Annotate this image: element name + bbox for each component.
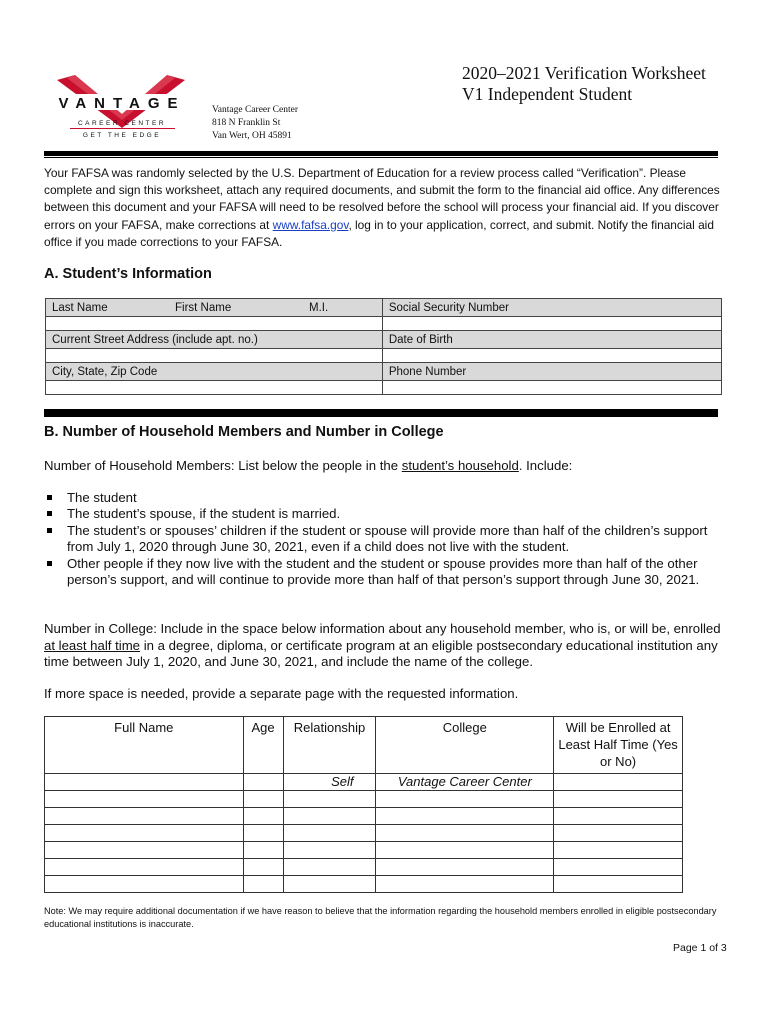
relationship-cell[interactable] xyxy=(283,825,376,842)
header-full-name: Full Name xyxy=(45,717,244,774)
intro-text-end: , log in to your application, correct, and submit. Notify the financial aid office if you made corrections to your FAFSA. xyxy=(44,217,714,249)
ssn-label: Social Security Number xyxy=(382,299,721,317)
more-space-note: If more space is needed, provide a separate page with the requested information. xyxy=(44,686,519,701)
address-field[interactable] xyxy=(46,349,383,363)
section-b-heading: B. Number of Household Members and Number in College xyxy=(44,424,444,440)
table-row xyxy=(45,808,683,825)
city-field[interactable] xyxy=(46,381,383,395)
address-line: Vantage Career Center xyxy=(212,105,298,115)
header-college: College xyxy=(376,717,554,774)
header-relationship: Relationship xyxy=(283,717,376,774)
list-item: The student xyxy=(44,490,734,506)
header-divider-thin xyxy=(44,157,718,158)
footnote: Note: We may require additional documentation if we have reason to believe that the information regarding the household members enrolled in eligible postsecondary educational institutions is inaccurate. xyxy=(44,906,717,929)
age-cell[interactable] xyxy=(243,876,283,893)
address-label: Current Street Address (include apt. no.) xyxy=(46,331,383,349)
name-cell[interactable] xyxy=(45,859,244,876)
first-name-label: First Name xyxy=(175,301,232,314)
name-cell[interactable] xyxy=(45,842,244,859)
college-cell[interactable] xyxy=(376,791,554,808)
vantage-logo xyxy=(55,70,190,140)
relationship-cell[interactable] xyxy=(283,842,376,859)
college-cell[interactable] xyxy=(376,808,554,825)
enrolled-cell[interactable] xyxy=(554,791,683,808)
enrolled-cell[interactable] xyxy=(554,825,683,842)
table-row xyxy=(45,825,683,842)
list-item: Other people if they now live with the student and the student or spouse provides more than half of the other person’s support, and will continue to provide more than half of that person’s support through June 30, 2021. xyxy=(44,556,734,589)
address-line: Van Wert, OH 45891 xyxy=(212,131,292,141)
household-members-table xyxy=(44,716,683,893)
relationship-cell[interactable] xyxy=(283,876,376,893)
household-intro xyxy=(44,458,572,473)
document-title xyxy=(462,63,706,105)
college-cell[interactable]: Vantage Career Center xyxy=(376,774,554,791)
logo-line1: CAREER CENTER xyxy=(77,120,167,127)
college-cell[interactable] xyxy=(376,876,554,893)
table-row xyxy=(45,842,683,859)
table-row xyxy=(45,791,683,808)
age-cell[interactable] xyxy=(243,791,283,808)
header-age: Age xyxy=(243,717,283,774)
name-cell[interactable] xyxy=(45,791,244,808)
mi-label: M.I. xyxy=(309,301,329,314)
name-field[interactable] xyxy=(46,317,383,331)
fafsa-link[interactable]: www.fafsa.gov xyxy=(272,217,349,232)
student-info-table xyxy=(45,298,722,395)
age-cell[interactable] xyxy=(243,808,283,825)
page-number: Page 1 of 3 xyxy=(673,942,727,954)
age-cell[interactable] xyxy=(243,774,283,791)
enrolled-cell[interactable] xyxy=(554,774,683,791)
table-row xyxy=(45,774,683,791)
name-cell[interactable] xyxy=(45,808,244,825)
address-line: 818 N Franklin St xyxy=(212,118,281,128)
college-text-end: in a degree, diploma, or certificate program at an eligible postsecondary educational institution any time between July 1, 2020, and June 30, 2021, and include the name of the college. xyxy=(44,637,718,670)
phone-label: Phone Number xyxy=(382,363,721,381)
list-item: The student’s or spouses’ children if the student or spouse will provide more than half of the children’s support from July 1, 2020 through June 30, 2021, even if a child does not live with the student. xyxy=(44,523,734,556)
number-in-college-paragraph xyxy=(44,621,734,671)
relationship-cell[interactable] xyxy=(283,791,376,808)
section-divider xyxy=(44,409,718,417)
name-cell[interactable] xyxy=(45,825,244,842)
age-cell[interactable] xyxy=(243,842,283,859)
college-cell[interactable] xyxy=(376,842,554,859)
college-text: Number in College: Include in the space below information about any household member, who is, or will be, enrolled xyxy=(44,621,721,636)
relationship-cell[interactable] xyxy=(283,808,376,825)
header-divider xyxy=(44,151,718,156)
relationship-cell[interactable] xyxy=(283,859,376,876)
title-line-2: V1 Independent Student xyxy=(462,84,633,104)
intro-paragraph xyxy=(44,165,724,251)
logo-line2: GET THE EDGE xyxy=(82,132,162,139)
enrolled-cell[interactable] xyxy=(554,859,683,876)
age-cell[interactable] xyxy=(243,825,283,842)
age-cell[interactable] xyxy=(243,859,283,876)
phone-field[interactable] xyxy=(382,381,721,395)
half-time-term: at least half time xyxy=(44,637,141,653)
table-row xyxy=(45,859,683,876)
city-label: City, State, Zip Code xyxy=(46,363,383,381)
name-labels-cell xyxy=(46,299,383,317)
section-a-heading: A. Student’s Information xyxy=(44,266,212,282)
household-intro-suffix: . Include: xyxy=(518,458,573,473)
household-bullet-list xyxy=(44,490,734,588)
name-cell[interactable] xyxy=(45,774,244,791)
enrolled-cell[interactable] xyxy=(554,876,683,893)
last-name-label: Last Name xyxy=(52,301,108,314)
household-intro-text: Number of Household Members: List below the people in the xyxy=(44,458,402,473)
relationship-cell[interactable]: Self xyxy=(283,774,376,791)
dob-label: Date of Birth xyxy=(382,331,721,349)
enrolled-cell[interactable] xyxy=(554,842,683,859)
student-household-term: student’s household xyxy=(401,458,519,473)
title-line-1: 2020–2021 Verification Worksheet xyxy=(462,63,706,83)
ssn-field[interactable] xyxy=(382,317,721,331)
college-cell[interactable] xyxy=(376,859,554,876)
logo-word: VANTAGE xyxy=(58,95,186,112)
name-cell[interactable] xyxy=(45,876,244,893)
intro-text: Your FAFSA was randomly selected by the U.S. Department of Education for a review process called “Verification”. Please complete and sign this worksheet, attach any required documents, and submit the form to the financial aid office. Any differences between this document and your FAFSA will need to be resolved before the school will process your financial aid. If you discover errors on your FAFSA, make corrections at xyxy=(44,166,720,232)
header-enrolled: Will be Enrolled at Least Half Time (Yes or No) xyxy=(554,717,683,774)
enrolled-cell[interactable] xyxy=(554,808,683,825)
list-item: The student’s spouse, if the student is married. xyxy=(44,506,734,522)
dob-field[interactable] xyxy=(382,349,721,363)
college-cell[interactable] xyxy=(376,825,554,842)
school-address xyxy=(212,104,298,143)
table-row xyxy=(45,876,683,893)
